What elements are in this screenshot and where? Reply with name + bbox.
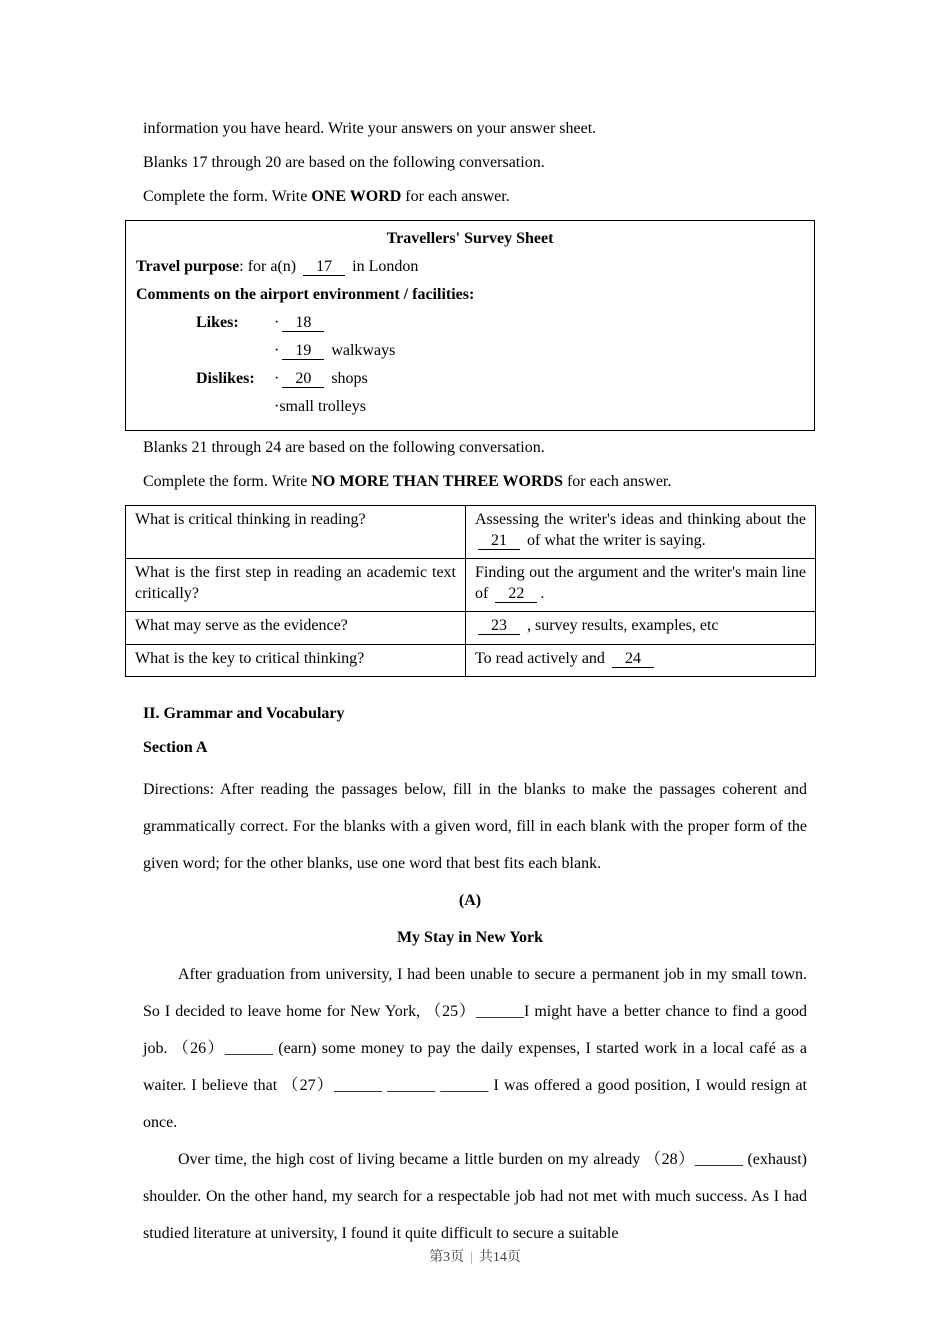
survey-purpose-line	[136, 253, 804, 281]
instruction-one-word	[125, 186, 815, 207]
footer-page-total: 共14页	[478, 1250, 521, 1265]
instruction2-post: for each answer.	[562, 473, 672, 490]
blank-20: 20	[282, 370, 324, 388]
blank-19: 19	[282, 342, 324, 360]
passage-title: My Stay in New York	[396, 929, 544, 946]
grammar-section-heading: II. Grammar and Vocabulary	[143, 705, 345, 722]
table-row	[126, 559, 816, 612]
answer-pre: Finding out the argument and the writer's main line of	[475, 564, 806, 602]
blank-17: 17	[303, 258, 345, 276]
travel-purpose-label: Travel purpose	[136, 258, 240, 275]
dislike-1-text: shops	[331, 370, 368, 387]
answer-post: of what the writer is saying.	[527, 531, 706, 549]
survey-dislikes-line-1	[136, 365, 804, 393]
question-cell: What is the first step in reading an academic text critically?	[126, 559, 466, 612]
question-cell: What is the key to critical thinking?	[126, 644, 466, 677]
blanks-21-24-note: Blanks 21 through 24 are based on the following conversation.	[143, 439, 545, 456]
blank-18: 18	[282, 314, 324, 332]
passage-paragraph-2: Over time, the high cost of living became a little burden on my already （28）______ (exhaust) shoulder. On the other hand, my search for a respectable job had not met with much success. As I had studied literature at university, I found it quite difficult to secure a suitable	[143, 1151, 807, 1242]
instruction-post: for each answer.	[401, 188, 510, 205]
survey-title: Travellers' Survey Sheet	[386, 230, 554, 247]
instruction-bold: ONE WORD	[311, 188, 402, 205]
question-cell: What is critical thinking in reading?	[126, 506, 466, 559]
survey-likes-line-1	[136, 309, 804, 337]
table-row	[126, 506, 816, 559]
question-cell: What may serve as the evidence?	[126, 612, 466, 645]
like-1-bullet: ·	[274, 314, 280, 331]
dislike-2-text: ·small trolleys	[274, 398, 366, 415]
section-a-heading: Section A	[143, 739, 208, 756]
blanks-17-20-note: Blanks 17 through 20 are based on the following conversation.	[143, 154, 545, 171]
exam-page-content	[125, 118, 815, 1252]
footer-separator: |	[470, 1250, 473, 1265]
passage-paragraph-1: After graduation from university, I had been unable to secure a permanent job in my small town. So I decided to leave home for New York, （25）______I might have a better chance to find a good job. （26）______ (earn) some money to pay the daily expenses, I started work in a local café as a waiter. I believe that （27）______ ______ ______ I was offered a good position, I would resign at once.	[143, 966, 807, 1131]
table-row	[126, 644, 816, 677]
answer-cell	[466, 506, 816, 559]
travellers-survey-box	[125, 220, 815, 431]
instruction2-bold: NO MORE THAN THREE WORDS	[311, 473, 563, 490]
dislikes-label: Dislikes:	[196, 370, 255, 387]
answer-pre: Assessing the writer's ideas and thinking about the	[475, 511, 806, 528]
directions-paragraph: Directions: After reading the passages below, fill in the blanks to make the passages coherent and grammatically correct. For the blanks with a given word, fill in each blank with the proper form of the given word; for the other blanks, use one word that best fits each blank.	[143, 781, 807, 872]
blank-22: 22	[495, 585, 537, 603]
blank-21: 21	[478, 532, 520, 550]
answer-cell	[466, 612, 816, 645]
travel-purpose-post: in London	[352, 258, 419, 275]
intro-continuation-line: information you have heard. Write your answers on your answer sheet.	[143, 120, 597, 137]
instruction-three-words	[125, 471, 815, 492]
survey-dislikes-line-2	[136, 393, 804, 421]
page-footer	[0, 1246, 950, 1266]
passage-label: (A)	[458, 892, 482, 909]
survey-comments-heading: Comments on the airport environment / facilities:	[136, 286, 475, 303]
like-2-bullet: ·	[274, 342, 280, 359]
qa-table	[125, 505, 816, 677]
answer-cell	[466, 559, 816, 612]
dislike-1-bullet: ·	[274, 370, 280, 387]
instruction-pre: Complete the form. Write	[143, 188, 312, 205]
survey-likes-line-2	[136, 337, 804, 365]
table-row	[126, 612, 816, 645]
like-2-text: walkways	[331, 342, 396, 359]
travel-purpose-mid: : for a(n)	[239, 258, 297, 275]
answer-post: , survey results, examples, etc	[527, 617, 719, 634]
answer-cell	[466, 644, 816, 677]
answer-pre: To read actively and	[475, 649, 605, 667]
likes-label: Likes:	[196, 314, 239, 331]
instruction2-pre: Complete the form. Write	[143, 473, 312, 490]
blank-23: 23	[478, 617, 520, 635]
answer-post: .	[540, 584, 545, 602]
footer-page-current: 第3页	[429, 1250, 465, 1265]
blank-24: 24	[612, 650, 654, 668]
